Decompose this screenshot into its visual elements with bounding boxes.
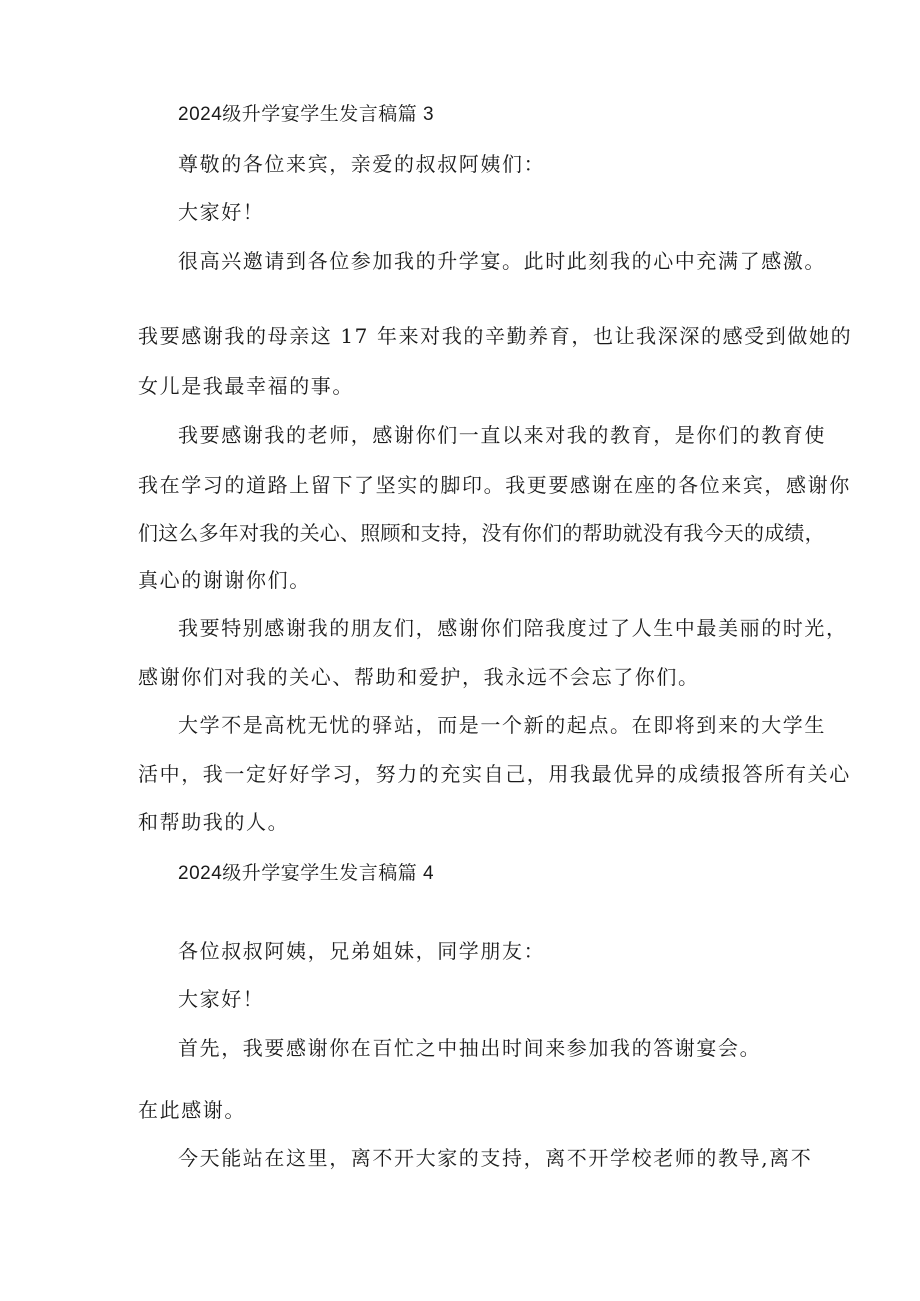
section-title: 2024级升学宴学生发言稿篇 4 [178, 863, 435, 884]
paragraph-line: 我要感谢我的老师，感谢你们一直以来对我的教育，是你们的教育使 [178, 423, 826, 447]
salutation: 尊敬的各位来宾，亲爱的叔叔阿姨们： [178, 152, 546, 176]
salutation: 各位叔叔阿姨，兄弟姐妹，同学朋友： [178, 939, 546, 963]
paragraph-line: 女儿是我最幸福的事。 [138, 374, 354, 398]
paragraph-line: 感谢你们对我的关心、帮助和爱护，我永远不会忘了你们。 [138, 665, 700, 689]
paragraph-line: 真心的谢谢你们。 [138, 568, 311, 592]
paragraph-line: 们这么多年对我的关心、照顾和支持，没有你们的帮助就没有我今天的成绩， [138, 521, 825, 545]
paragraph-line: 和帮助我的人。 [138, 810, 290, 834]
paragraph-line: 我要特别感谢我的朋友们，感谢你们陪我度过了人生中最美丽的时光， [178, 616, 848, 640]
paragraph-line: 大学不是高枕无忧的驿站，而是一个新的起点。在即将到来的大学生 [178, 713, 826, 737]
greeting: 大家好！ [178, 987, 265, 1011]
greeting: 大家好！ [178, 200, 265, 224]
paragraph-line: 我在学习的道路上留下了坚实的脚印。我更要感谢在座的各位来宾，感谢你 [138, 473, 851, 497]
paragraph-line: 很高兴邀请到各位参加我的升学宴。此时此刻我的心中充满了感激。 [178, 249, 826, 273]
paragraph-line: 我要感谢我的母亲这 17 年来对我的辛勤养育，也让我深深的感受到做她的 [138, 324, 853, 348]
section-title: 2024级升学宴学生发言稿篇 3 [178, 104, 435, 125]
paragraph-line: 活中，我一定好好学习，努力的充实自己，用我最优异的成绩报答所有关心 [138, 762, 851, 786]
paragraph-line: 首先，我要感谢你在百忙之中抽出时间来参加我的答谢宴会。 [178, 1036, 762, 1060]
paragraph-line: 今天能站在这里，离不开大家的支持，离不开学校老师的教导,离不 [178, 1146, 813, 1170]
paragraph-line: 在此感谢。 [138, 1098, 246, 1122]
